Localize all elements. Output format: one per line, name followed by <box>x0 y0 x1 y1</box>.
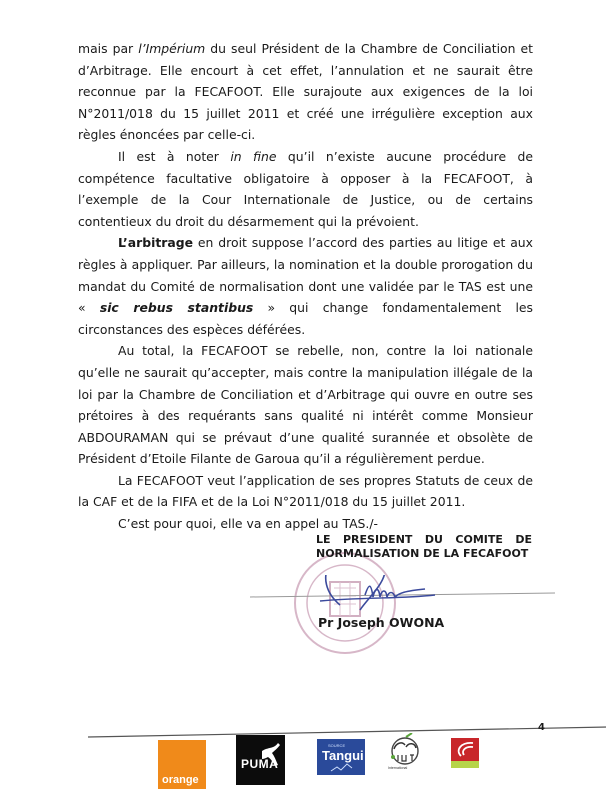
paragraph-4 <box>78 340 533 470</box>
red-logo-band <box>451 761 479 768</box>
cacu-emblem-icon <box>386 733 424 767</box>
italic-run: in fine <box>230 148 277 164</box>
bold-run: L’arbitrage <box>118 235 194 251</box>
text-run: qu’il n’existe aucune procédure de compétence facultative obligatoire à opposer à la FECAFOOT, à l’exemple de la Cour Internationale de Justice, ou de certains contentieux du droit du désarmement qui la prévoient. <box>78 148 534 229</box>
orange-logo-text: orange <box>162 774 199 786</box>
text-run: en droit suppose l’accord des parties au litige et aux règles à appliquer. Par ailleurs, la nomination et la double prorogation du mandat du Comité de normalisation dont une validée par le TAS est une « <box>78 235 533 316</box>
text-run: » qui change fondamentalement les circonstances des espèces déférées. <box>78 300 533 337</box>
text-run: mais par <box>78 41 139 56</box>
text-run: du seul Président de la Chambre de Conciliation et d’Arbitrage. Elle encourt à cet effet, l’annulation et ne saurait être reconnue par la FECAFOOT. Elle surajoute aux exigences de la loi N°2011/018 du 15 juillet 2011 et créé une irrégulière exception aux règles énoncées par celle-ci. <box>78 41 533 143</box>
cacu-logo <box>386 733 424 775</box>
bold-italic-run: sic rebus stantibus <box>99 300 254 316</box>
cacu-logo-text: International <box>388 766 408 770</box>
tangui-sublabel: SOURCE <box>328 743 346 748</box>
tangui-logo-text: Tangui <box>322 748 364 763</box>
footer-divider <box>88 724 606 740</box>
orange-logo <box>158 740 206 789</box>
paragraph-3 <box>78 232 533 340</box>
text-run: C’est pour quoi, elle va en appel au TAS./- <box>118 516 379 532</box>
text-run: Au total, la FECAFOOT se rebelle, non, contre la loi nationale qu’elle ne saurait qu’accepter, mais contre la manipulation illégale de la loi par la Chambre de Conciliation et d’Arbitrage qui ouvre en outre ses prétoires à des requérants sans qualité ni intérêt comme Monsieur ABDOURAMAN qui se prévaut d’une qualité surannée et obsolète de Président d’Etoile Filante de Garoua qu’il a régulièrement perdue. <box>78 343 533 467</box>
paragraph-5 <box>78 470 533 513</box>
handwritten-signature <box>250 575 555 615</box>
document-body <box>78 38 533 535</box>
text-run: La FECAFOOT veut l’application de ses propres Statuts de ceux de la CAF et de la FIFA et de la Loi N°2011/018 du 15 juillet 2011. <box>78 472 533 510</box>
text-run: Il est à noter <box>118 148 231 164</box>
puma-logo-text: PUMA <box>241 757 279 771</box>
page-number: 4 <box>538 722 545 733</box>
signatory-title-line1: LE PRESIDENT DU COMITE DE <box>316 533 532 546</box>
signature-block <box>316 533 532 561</box>
mountain-icon <box>317 739 365 775</box>
paragraph-6 <box>78 513 533 535</box>
paragraph-1 <box>78 38 533 146</box>
swoosh-icon <box>451 738 479 761</box>
paragraph-2 <box>78 146 533 232</box>
tangui-logo <box>317 739 365 775</box>
puma-logo <box>236 735 285 785</box>
italic-run: l’Impérium <box>138 41 206 56</box>
signatory-name: Pr Joseph OWONA <box>318 615 445 630</box>
red-logo <box>451 738 479 768</box>
signatory-title-line2: NORMALISATION DE LA FECAFOOT <box>316 547 529 560</box>
